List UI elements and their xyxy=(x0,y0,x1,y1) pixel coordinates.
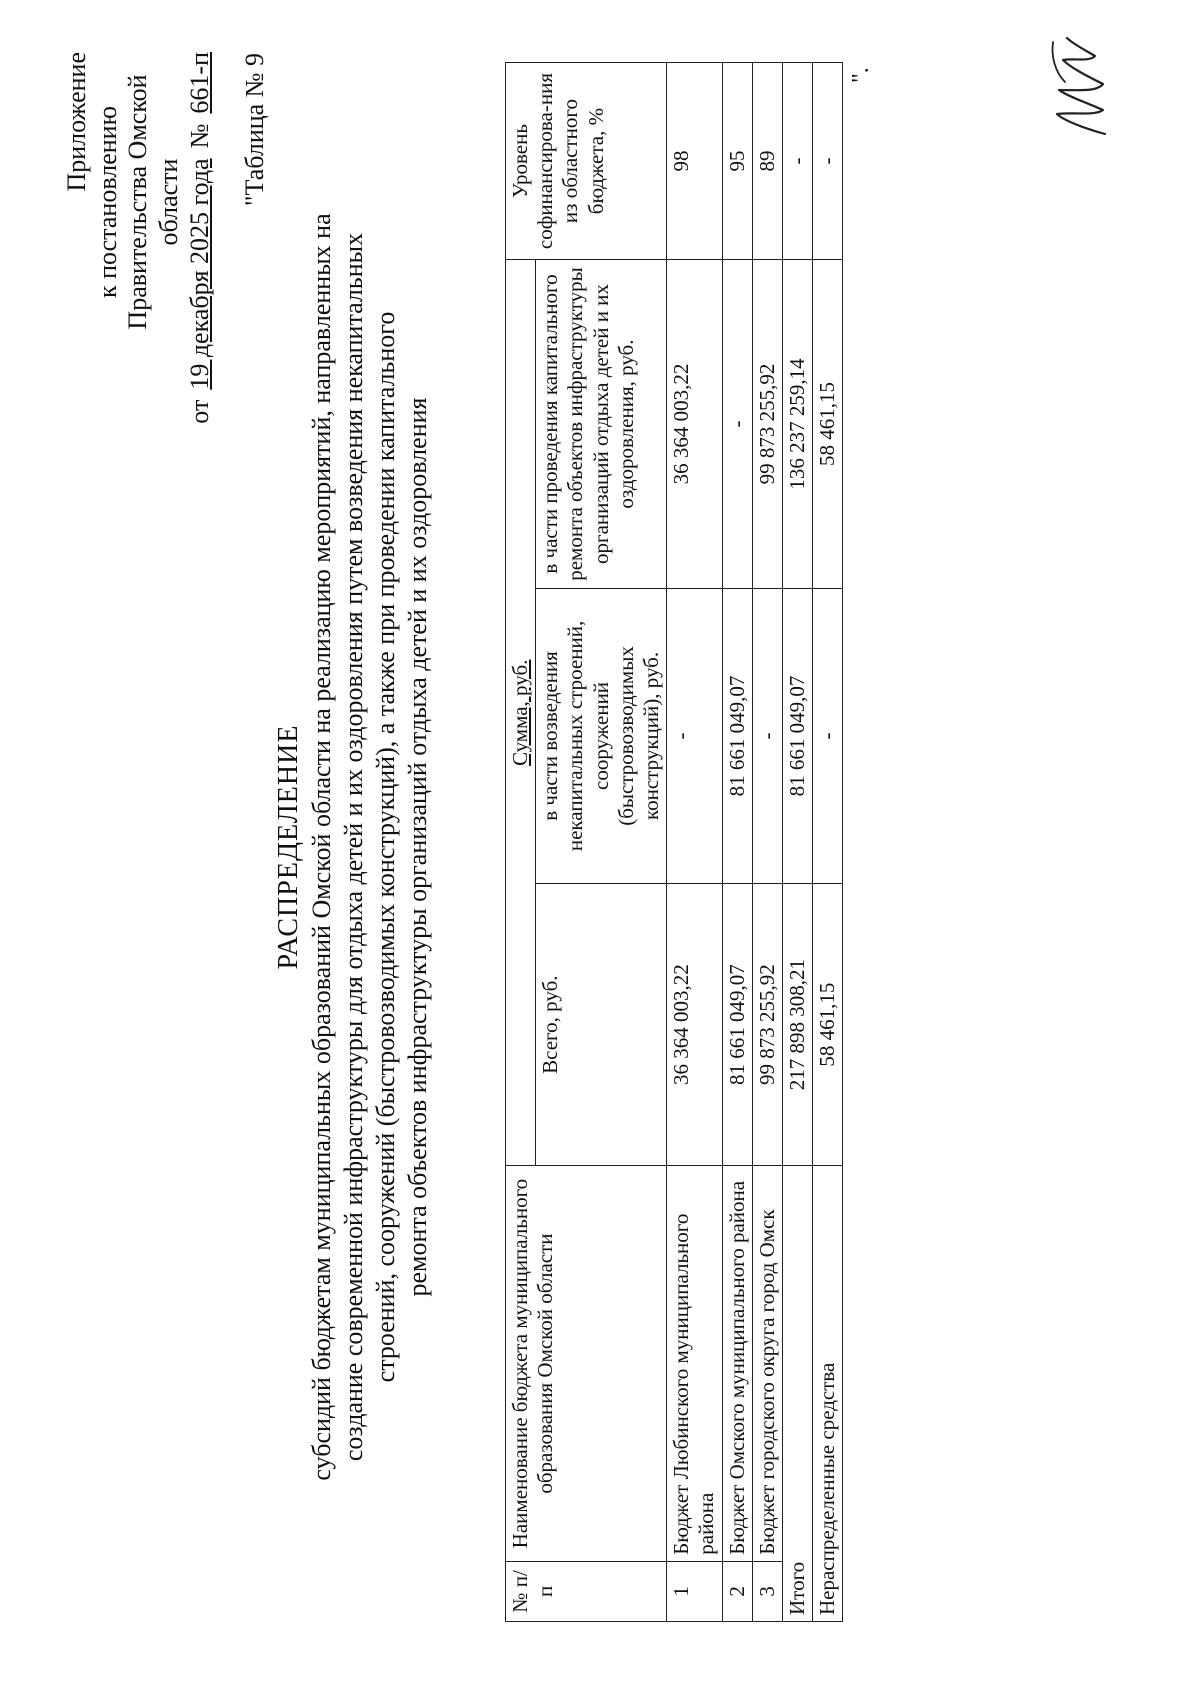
handwritten-signature xyxy=(1045,32,1120,142)
row-name: Бюджет городского округа город Омск xyxy=(752,1166,782,1561)
row-noncap: 81 661 049,07 xyxy=(722,588,752,883)
subtitle-line: субсидий бюджетам муниципальных образований Омской области на реализацию мероприятий, направленных на xyxy=(307,213,337,1481)
row-repair: - xyxy=(722,260,752,589)
row-noncap: - xyxy=(667,588,722,883)
unallocated-sum: 58 461,15 xyxy=(813,883,843,1165)
unallocated-noncap: - xyxy=(813,588,843,883)
unallocated-label: Нераспределенные средства xyxy=(813,1166,843,1622)
row-num: 1 xyxy=(667,1561,722,1621)
document-title: РАСПРЕДЕЛЕНИЕ xyxy=(273,724,304,970)
total-repair: 136 237 259,14 xyxy=(782,260,812,589)
appendix-date-line xyxy=(184,52,216,424)
row-num: 2 xyxy=(722,1561,752,1621)
table-label: "Таблица № 9 xyxy=(240,53,269,207)
from-label: от xyxy=(184,399,214,424)
row-repair: 99 873 255,92 xyxy=(752,260,782,589)
header-repair: в части проведения капитального ремонта объектов инфраструктуры организаций отдыха детей и их оздоровления, руб. xyxy=(536,260,667,589)
header-sum-group xyxy=(506,260,536,1166)
appendix-title: Приложение xyxy=(62,52,91,192)
row-level: 98 xyxy=(667,63,722,260)
row-level: 89 xyxy=(752,63,782,260)
row-total: 99 873 255,92 xyxy=(752,883,782,1165)
appendix-header xyxy=(62,52,215,424)
row-noncap: - xyxy=(752,588,782,883)
total-sum: 217 898 308,21 xyxy=(782,883,812,1165)
table-row xyxy=(752,63,782,1622)
row-total: 81 661 049,07 xyxy=(722,883,752,1165)
total-noncap: 81 661 049,07 xyxy=(782,588,812,883)
table-row xyxy=(667,63,722,1622)
closing-quote: ". xyxy=(848,67,874,83)
row-total: 36 364 003,22 xyxy=(667,883,722,1165)
resolution-number: 661-п xyxy=(184,52,214,114)
resolution-date: 19 декабря 2025 года xyxy=(184,158,214,390)
document-heading xyxy=(272,97,434,1597)
header-num: № п/п xyxy=(506,1561,667,1621)
header-total: Всего, руб. xyxy=(536,883,667,1165)
unallocated-repair: 58 461,15 xyxy=(813,260,843,589)
header-noncap: в части возведения некапитальных строений, сооружений (быстровозводимых конструкций), руб. xyxy=(536,588,667,883)
row-level: 95 xyxy=(722,63,752,260)
subtitle-line: создание современной инфраструктуры для отдыха детей и их оздоровления путем возведения некапитальных xyxy=(339,232,369,1462)
appendix-resolution: к постановлению Правительства Омской области xyxy=(92,74,184,330)
table-row xyxy=(722,63,752,1622)
row-name: Бюджет Любинского муниципального района xyxy=(667,1166,722,1561)
unallocated-row xyxy=(813,63,843,1622)
number-label: № xyxy=(184,123,214,149)
total-label: Итого xyxy=(782,1166,812,1622)
total-level: - xyxy=(782,63,812,260)
row-num: 3 xyxy=(752,1561,782,1621)
header-name: Наименование бюджета муниципального образования Омской области xyxy=(506,1166,667,1561)
row-repair: 36 364 003,22 xyxy=(667,260,722,589)
total-row xyxy=(782,63,812,1622)
subtitle-line: ремонта объектов инфраструктуры организаций отдыха детей и их оздоровления xyxy=(403,397,433,1297)
row-name: Бюджет Омского муниципального района xyxy=(722,1166,752,1561)
unallocated-level: - xyxy=(813,63,843,260)
distribution-table xyxy=(505,62,843,1622)
header-sum-group-label: Сумма, руб. xyxy=(508,659,532,766)
header-level: Уровень софинансирова-ния из областного бюджета, % xyxy=(506,63,667,260)
subtitle-line: строений, сооружений (быстровозводимых конструкций), а также при проведении капитального xyxy=(371,311,401,1383)
